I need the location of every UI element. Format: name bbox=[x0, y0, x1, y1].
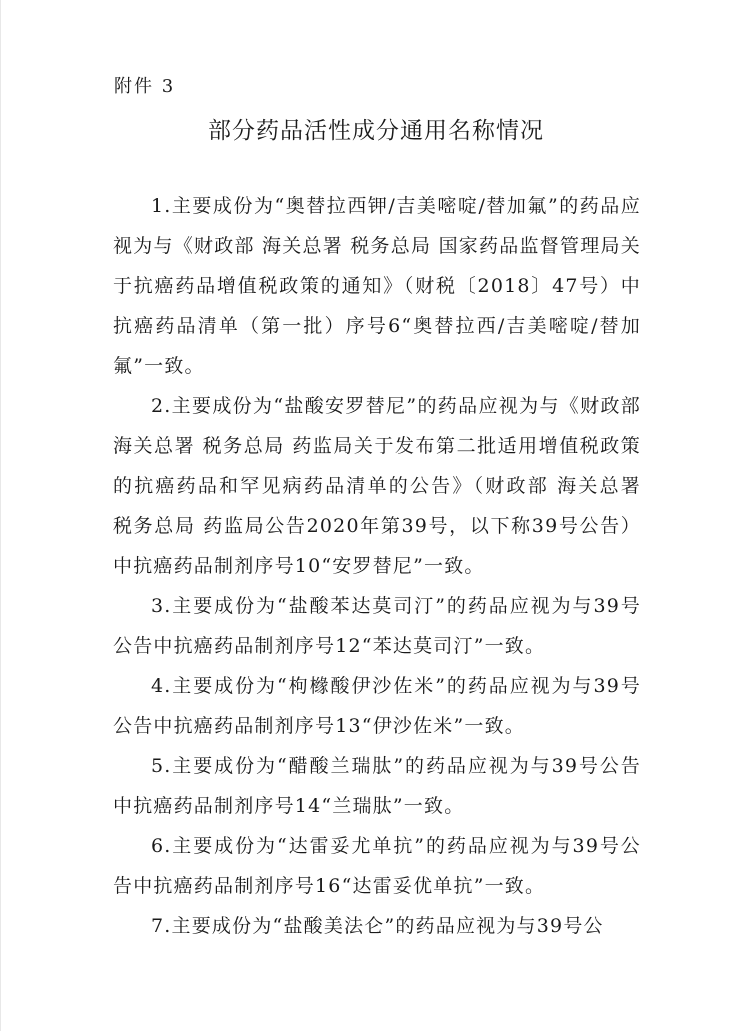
paragraph-3: 3.主要成份为“盐酸苯达莫司汀”的药品应视为与39号公告中抗癌药品制剂序号12“苯达莫司汀”一致。 bbox=[113, 595, 641, 657]
document-body bbox=[113, 186, 641, 946]
paragraph-5: 5.主要成份为“醋酸兰瑞肽”的药品应视为与39号公告中抗癌药品制剂序号14“兰瑞肽”一致。 bbox=[113, 755, 641, 817]
paragraph-4: 4.主要成份为“枸橼酸伊沙佐米”的药品应视为与39号公告中抗癌药品制剂序号13“伊沙佐米”一致。 bbox=[113, 675, 641, 737]
paragraph-2: 2.主要成份为“盐酸安罗替尼”的药品应视为与《财政部 海关总署 税务总局 药监局关于发布第二批适用增值税政策的抗癌药品和罕见病药品清单的公告》（财政部 海关总署 税务总局 药监局公告2020年第39号，以下称39号公告）中抗癌药品制剂序号10“安罗替尼”一致。 bbox=[113, 395, 641, 577]
document-title: 部分药品活性成分通用名称情况 bbox=[208, 118, 544, 144]
attachment-label: 附件 3 bbox=[114, 76, 176, 97]
paragraph-1: 1.主要成份为“奥替拉西钾/吉美嘧啶/替加氟”的药品应视为与《财政部 海关总署 税务总局 国家药品监督管理局关于抗癌药品增值税政策的通知》（财税〔2018〕47号）中抗癌药品清单（第一批）序号6“奥替拉西/吉美嘧啶/替加氟”一致。 bbox=[113, 195, 641, 377]
paragraph-6: 6.主要成份为“达雷妥尤单抗”的药品应视为与39号公告中抗癌药品制剂序号16“达雷妥优单抗”一致。 bbox=[113, 835, 641, 897]
paragraph-7: 7.主要成份为“盐酸美法仑”的药品应视为与39号公 bbox=[151, 915, 604, 937]
